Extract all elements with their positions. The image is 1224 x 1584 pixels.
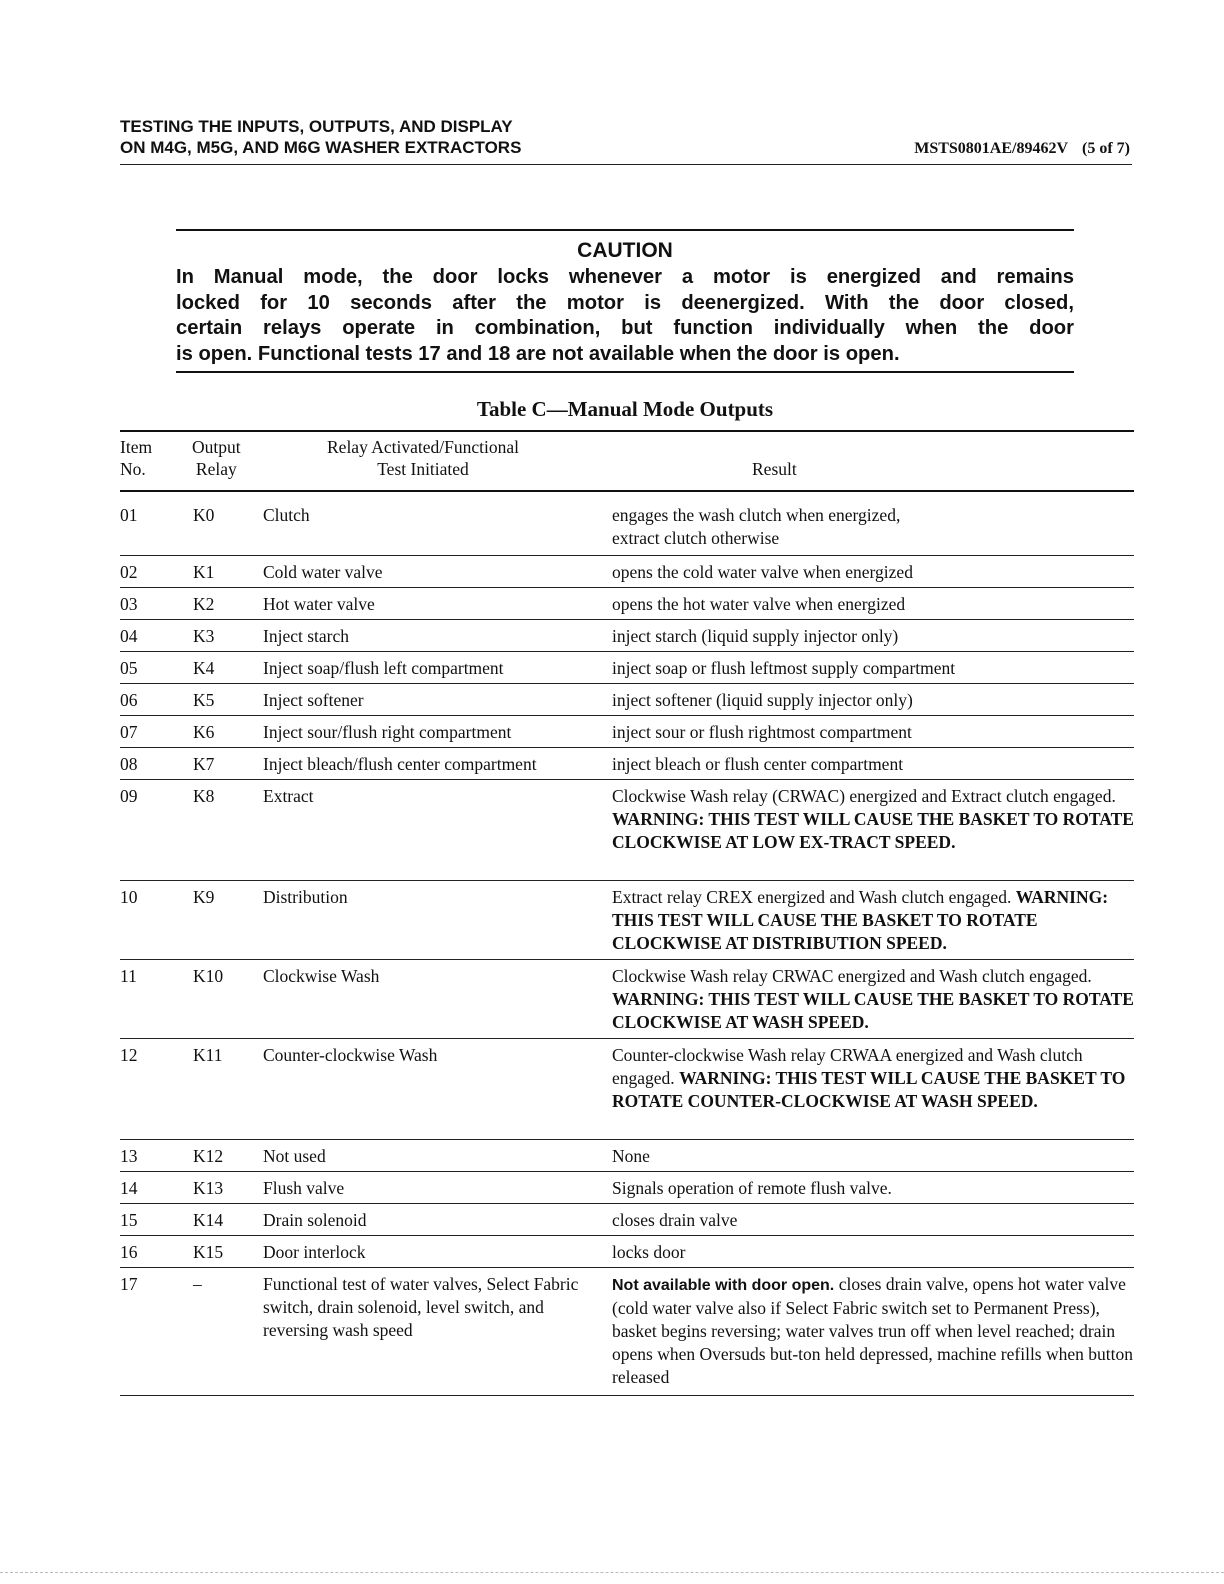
page-header xyxy=(120,116,1132,165)
output-relay: K7 xyxy=(193,754,215,774)
relay-function: Inject softener xyxy=(263,690,364,710)
relay-function: Functional test of water valves, Select Fabric switch, drain solenoid, level switch, and reversing wash speed xyxy=(263,1274,579,1340)
result-text xyxy=(612,785,1134,854)
output-relay: K14 xyxy=(193,1210,224,1230)
item-number: 01 xyxy=(120,505,138,525)
caution-title: CAUTION xyxy=(577,239,673,262)
output-relay: K12 xyxy=(193,1146,224,1166)
item-number: 06 xyxy=(120,690,138,710)
relay-function: Inject bleach/flush center compartment xyxy=(263,754,537,774)
table-row xyxy=(120,748,1134,780)
page-footer-rule xyxy=(0,1572,1224,1575)
output-relay: K8 xyxy=(193,786,215,806)
result-line: opens the hot water valve when energized xyxy=(612,594,906,614)
output-relay: K0 xyxy=(193,505,215,525)
header-item-line1: Item xyxy=(120,437,153,457)
relay-function: Inject starch xyxy=(263,626,349,646)
relay-function: Inject sour/flush right compartment xyxy=(263,722,512,742)
relay-function: Cold water valve xyxy=(263,562,383,582)
header-output-relay xyxy=(192,436,241,480)
result-line: inject softener (liquid supply injector only) xyxy=(612,690,913,710)
result-line: extract clutch otherwise xyxy=(612,528,780,548)
table-row xyxy=(120,652,1134,684)
document-number: MSTS0801AE/89462V xyxy=(914,140,1069,157)
result-text xyxy=(612,753,1134,776)
item-number: 08 xyxy=(120,754,138,774)
table-body xyxy=(120,492,1134,1396)
output-relay: K11 xyxy=(193,1045,223,1065)
table-row xyxy=(120,881,1134,960)
result-text xyxy=(612,1241,1134,1264)
table-row xyxy=(120,492,1134,556)
relay-function: Drain solenoid xyxy=(263,1210,367,1230)
relay-function: Door interlock xyxy=(263,1242,366,1262)
result-description: Clockwise Wash relay (CRWAC) energized and Extract clutch engaged. xyxy=(612,786,1116,806)
table-row xyxy=(120,1268,1134,1396)
item-number: 15 xyxy=(120,1210,138,1230)
relay-function: Clockwise Wash xyxy=(263,966,380,986)
table-row xyxy=(120,620,1134,652)
manual-mode-outputs-table xyxy=(120,430,1134,1396)
relay-function: Hot water valve xyxy=(263,594,375,614)
result-warning: WARNING: THIS TEST WILL CAUSE THE BASKET TO ROTATE COUNTER-CLOCKWISE AT WASH SPEED. xyxy=(612,1068,1126,1111)
table-row xyxy=(120,1172,1134,1204)
header-result: Result xyxy=(752,459,797,479)
table-row xyxy=(120,1039,1134,1140)
result-text xyxy=(612,886,1134,955)
caution-text xyxy=(176,265,1074,367)
caution-line: is open. Functional tests 17 and 18 are not available when the door is open. xyxy=(176,342,900,365)
result-warning-lead: Not available with door open. xyxy=(612,1277,839,1294)
result-line: inject bleach or flush center compartment xyxy=(612,754,904,774)
output-relay: K5 xyxy=(193,690,215,710)
relay-function: Counter-clockwise Wash xyxy=(263,1045,438,1065)
output-relay: K15 xyxy=(193,1242,224,1262)
item-number: 11 xyxy=(120,966,137,986)
item-number: 16 xyxy=(120,1242,138,1262)
table-header xyxy=(120,430,1134,492)
table-row xyxy=(120,588,1134,620)
table-row xyxy=(120,556,1134,588)
result-text xyxy=(612,721,1134,744)
caution-line: locked for 10 seconds after the motor is deenergized. With the door closed, xyxy=(176,291,1074,314)
item-number: 04 xyxy=(120,626,138,646)
result-text xyxy=(612,1044,1134,1113)
page-number: (5 of 7) xyxy=(1082,140,1130,157)
relay-function: Inject soap/flush left compartment xyxy=(263,658,504,678)
item-number: 10 xyxy=(120,887,138,907)
result-text xyxy=(612,1209,1134,1232)
result-line: inject soap or flush leftmost supply compartment xyxy=(612,658,956,678)
item-number: 05 xyxy=(120,658,138,678)
output-relay: K3 xyxy=(193,626,215,646)
output-relay: – xyxy=(193,1274,202,1294)
table-row xyxy=(120,1204,1134,1236)
item-number: 17 xyxy=(120,1274,138,1294)
relay-function: Clutch xyxy=(263,505,310,525)
result-text xyxy=(612,1177,1134,1200)
caution-line: In Manual mode, the door locks whenever a motor is energized and remains xyxy=(176,266,1074,288)
result-line: closes drain valve xyxy=(612,1210,738,1230)
result-description: Counter-clockwise Wash relay CRWAA energized and Wash clutch engaged. xyxy=(612,1045,1083,1088)
table-row xyxy=(120,960,1134,1039)
result-line: None xyxy=(612,1146,650,1166)
result-text xyxy=(612,689,1134,712)
output-relay: K1 xyxy=(193,562,215,582)
result-description: Extract relay CREX energized and Wash clutch engaged. xyxy=(612,887,1016,907)
result-text xyxy=(612,965,1134,1034)
result-line: inject sour or flush rightmost compartment xyxy=(612,722,912,742)
item-number: 13 xyxy=(120,1146,138,1166)
result-text xyxy=(612,593,1134,616)
output-relay: K13 xyxy=(193,1178,224,1198)
item-number: 02 xyxy=(120,562,138,582)
output-relay: K10 xyxy=(193,966,224,986)
item-number: 03 xyxy=(120,594,138,614)
result-text xyxy=(612,504,1134,550)
result-warning: WARNING: THIS TEST WILL CAUSE THE BASKET TO ROTATE CLOCKWISE AT DISTRIBUTION SPEED. xyxy=(612,887,1109,953)
output-relay: K6 xyxy=(193,722,215,742)
output-relay: K4 xyxy=(193,658,215,678)
output-relay: K9 xyxy=(193,887,215,907)
result-warning: WARNING: THIS TEST WILL CAUSE THE BASKET TO ROTATE CLOCKWISE AT WASH SPEED. xyxy=(612,989,1134,1032)
table-row xyxy=(120,780,1134,881)
header-output-line2: Relay xyxy=(195,459,237,479)
document-title xyxy=(120,116,521,158)
document-title-line1: TESTING THE INPUTS, OUTPUTS, AND DISPLAY xyxy=(120,117,513,136)
result-text xyxy=(612,1273,1134,1389)
result-description: closes drain valve, opens hot water valve (cold water valve also if Select Fabric switch set to Permanent Press), basket begins reversing; water valves trun off when level reached; drain opens when Oversuds but-ton held depressed, machine refills when button released xyxy=(612,1274,1133,1387)
result-text xyxy=(612,657,1134,680)
result-line: inject starch (liquid supply injector only) xyxy=(612,626,899,646)
item-number: 14 xyxy=(120,1178,138,1198)
document-title-line2: ON M4G, M5G, AND M6G WASHER EXTRACTORS xyxy=(120,138,522,157)
header-output-line1: Output xyxy=(192,437,241,457)
header-relay-activated xyxy=(298,436,548,480)
result-text xyxy=(612,1145,1134,1168)
relay-function: Not used xyxy=(263,1146,326,1166)
result-line: opens the cold water valve when energized xyxy=(612,562,913,582)
result-warning: WARNING: THIS TEST WILL CAUSE THE BASKET TO ROTATE CLOCKWISE AT LOW EX-TRACT SPEED. xyxy=(612,809,1134,852)
result-text xyxy=(612,561,1134,584)
header-item-line2: No. xyxy=(120,459,146,479)
table-row xyxy=(120,1236,1134,1268)
caution-box xyxy=(176,229,1074,373)
table-row xyxy=(120,716,1134,748)
result-description: Clockwise Wash relay CRWAC energized and Wash clutch engaged. xyxy=(612,966,1092,986)
result-line: locks door xyxy=(612,1242,686,1262)
document-id xyxy=(914,138,1130,159)
output-relay: K2 xyxy=(193,594,215,614)
header-relay-line1: Relay Activated/Functional xyxy=(327,437,519,457)
table-row xyxy=(120,684,1134,716)
item-number: 07 xyxy=(120,722,138,742)
relay-function: Flush valve xyxy=(263,1178,345,1198)
result-line: Signals operation of remote flush valve. xyxy=(612,1178,892,1198)
relay-function: Extract xyxy=(263,786,314,806)
item-number: 09 xyxy=(120,786,138,806)
item-number: 12 xyxy=(120,1045,138,1065)
table-title: Table C—Manual Mode Outputs xyxy=(476,397,774,421)
header-item-no xyxy=(120,436,152,480)
relay-function: Distribution xyxy=(263,887,348,907)
table-row xyxy=(120,1140,1134,1172)
caution-line: certain relays operate in combination, but function individually when the door xyxy=(176,317,1074,340)
result-line: engages the wash clutch when energized, xyxy=(612,505,901,525)
header-relay-line2: Test Initiated xyxy=(377,459,469,479)
result-text xyxy=(612,625,1134,648)
